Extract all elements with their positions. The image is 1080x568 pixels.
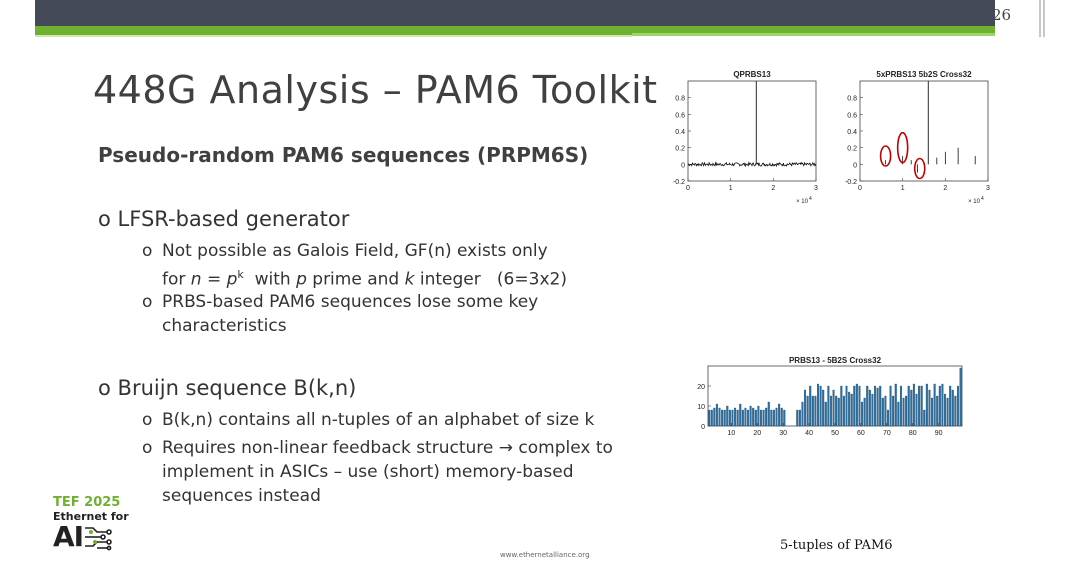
bar [895, 384, 897, 426]
bar [778, 404, 780, 426]
bar [817, 384, 819, 426]
bar [856, 384, 858, 426]
sub-bullet-text-cont: for $n = p^k$ with p prime and k integer (6=3x2) [162, 268, 567, 290]
x-tick-label: 50 [831, 430, 839, 437]
bar [796, 410, 798, 426]
bar [926, 384, 928, 426]
bar [955, 396, 957, 426]
sub-bullet-marker: o [142, 292, 153, 312]
bar [830, 396, 832, 426]
y-tick-label: 0.8 [847, 95, 857, 103]
top-bar [35, 0, 1045, 26]
bar [859, 386, 861, 426]
bar [934, 384, 936, 426]
y-tick-label: 10 [697, 404, 705, 411]
bar [898, 402, 900, 426]
bar [846, 386, 848, 426]
green-accent-bar-light [632, 33, 995, 36]
bar [887, 410, 889, 426]
bar [916, 394, 918, 426]
bar [752, 408, 754, 426]
tef-logo [53, 496, 129, 551]
x-tick-label: 20 [753, 430, 762, 437]
x-tick-label: 0 [686, 185, 690, 192]
x-multiplier-exp: 4 [809, 196, 812, 202]
bar [949, 386, 951, 426]
chart-title: PRBS13 - 5B2S Cross32 [788, 356, 882, 365]
bullet-text: Bruijn sequence B(k,n) [117, 376, 357, 400]
bar [802, 402, 804, 426]
bar [890, 386, 892, 426]
bar [944, 394, 946, 426]
y-tick-label: 0.2 [847, 145, 857, 153]
y-tick-label: 0.4 [675, 129, 685, 136]
bar [804, 390, 806, 426]
sub-bullet-galois [142, 239, 567, 292]
chart-title: QPRBS13 [733, 70, 771, 79]
bar [721, 410, 723, 426]
y-tick-label: 0.8 [675, 95, 685, 103]
bar [726, 406, 728, 426]
sub-bullet-marker: o [142, 410, 153, 430]
bar [734, 408, 736, 426]
x-tick-label: 80 [908, 430, 917, 437]
bar [843, 396, 845, 426]
chart-5xprbs13 [836, 66, 1000, 214]
bar [952, 390, 954, 426]
y-tick-label: -0.2 [844, 179, 857, 186]
bar [921, 386, 923, 426]
bar [724, 410, 726, 426]
figure-caption: 5-tuples of PAM6 [780, 538, 893, 553]
x-tick-label: 3 [814, 185, 818, 192]
bar [872, 394, 874, 426]
bar [809, 386, 811, 426]
sub-bullet-ntuples [142, 408, 594, 432]
bar [918, 386, 920, 426]
bar [716, 404, 718, 426]
bar [732, 410, 734, 426]
chart-title: 5xPRBS13 5b2S Cross32 [876, 70, 972, 79]
bar [923, 410, 925, 426]
bullet-text: LFSR-based generator [117, 207, 350, 231]
x-tick-label: 60 [857, 430, 865, 437]
bar [815, 396, 817, 426]
bar [939, 386, 941, 426]
chart-qprbs13 [664, 66, 824, 214]
bar [776, 408, 778, 426]
bar [768, 402, 770, 426]
sub-bullet-text-cont: characteristics [162, 316, 287, 336]
bar [957, 386, 959, 426]
logo-line3: AI [53, 520, 84, 553]
bar [833, 390, 835, 426]
x-tick-label: 0 [858, 185, 862, 192]
x-tick-label: 3 [986, 185, 990, 192]
bar [929, 390, 931, 426]
sub-bullet-text: B(k,n) contains all n-tuples of an alphabet of size k [162, 410, 595, 430]
y-tick-label: 0.6 [847, 112, 857, 120]
sub-bullet-marker: o [142, 438, 153, 458]
bar [851, 394, 853, 426]
bar [708, 410, 710, 426]
bar [729, 410, 731, 426]
x-tick-label: 2 [771, 185, 776, 192]
bar [760, 410, 762, 426]
logo-line2: Ethernet for [53, 510, 129, 523]
sub-bullet-text: PRBS-based PAM6 sequences lose some key [162, 292, 539, 312]
y-tick-label: 0 [701, 424, 705, 431]
sub-bullet-nonlinear [142, 436, 613, 508]
bar [936, 396, 938, 426]
bar [773, 410, 775, 426]
bar [905, 396, 907, 426]
bar [874, 386, 876, 426]
bar [771, 410, 773, 426]
sub-bullet-text-cont: sequences instead [162, 486, 321, 506]
bar [763, 410, 765, 426]
bar [742, 410, 744, 426]
bar [825, 402, 827, 426]
bar [900, 386, 902, 426]
bar [879, 386, 881, 426]
bar [838, 398, 840, 426]
bar [758, 406, 760, 426]
x-tick-label: 1 [728, 185, 733, 192]
bar [869, 390, 871, 426]
bar [711, 410, 713, 426]
bar [931, 398, 933, 426]
chart-prbs13-bar [688, 352, 974, 446]
bar [828, 386, 830, 426]
bar [750, 406, 752, 426]
bar [866, 386, 868, 426]
bar [892, 396, 894, 426]
x-tick-label: 30 [779, 430, 788, 437]
bar [765, 408, 767, 426]
bar [861, 402, 863, 426]
sub-bullet-prbs [142, 290, 538, 338]
bar [882, 398, 884, 426]
bar [747, 410, 749, 426]
bar [719, 408, 721, 426]
x-tick-label: 1 [900, 185, 905, 192]
bar [745, 408, 747, 426]
bar [848, 392, 850, 426]
bar [822, 390, 824, 426]
sub-bullet-text-cont: implement in ASICs – use (short) memory-based [162, 462, 574, 482]
bar [903, 398, 905, 426]
x-multiplier: × 10 [968, 199, 980, 205]
x-tick-label: 90 [934, 430, 943, 437]
y-tick-label: 0.6 [675, 112, 685, 120]
slide-number: 26 [992, 6, 1012, 24]
bar [737, 410, 739, 426]
bar [812, 396, 814, 426]
bar [820, 386, 822, 426]
bullet-lfsr [98, 207, 349, 231]
x-tick-label: 40 [805, 430, 813, 437]
bar [755, 410, 757, 426]
sub-bullet-text: Not possible as Galois Field, GF(n) exists only [162, 241, 548, 261]
bar [781, 408, 783, 426]
bar [942, 384, 944, 426]
bar [908, 386, 910, 426]
bar [910, 390, 912, 426]
x-tick-label: 2 [943, 185, 948, 192]
circuit-icon [83, 523, 113, 551]
slide-subtitle: Pseudo-random PAM6 sequences (PRPM6S) [98, 143, 589, 167]
bullet-marker: o [98, 376, 111, 400]
bar [960, 368, 962, 426]
y-tick-label: 0.4 [847, 129, 857, 136]
bullet-bruijn [98, 376, 356, 400]
y-tick-label: 20 [697, 384, 705, 391]
bar [713, 408, 715, 426]
y-tick-label: -0.2 [672, 179, 685, 186]
footer-url: www.ethernetalliance.org [500, 551, 590, 559]
sub-bullet-text: Requires non-linear feedback structure → complex to [162, 438, 613, 458]
x-multiplier-exp: 4 [981, 196, 984, 202]
bar [835, 396, 837, 426]
bar [885, 396, 887, 426]
bar [913, 384, 915, 426]
bar [840, 386, 842, 426]
bar [853, 386, 855, 426]
y-tick-label: 0.2 [675, 145, 685, 153]
bar [947, 398, 949, 426]
slide-title: 448G Analysis – PAM6 Toolkit [93, 68, 658, 112]
bar [877, 388, 879, 426]
green-accent-line [35, 35, 632, 37]
x-tick-label: 70 [882, 430, 891, 437]
bar [739, 404, 741, 426]
bullet-marker: o [98, 207, 111, 231]
bar [783, 410, 785, 426]
x-multiplier: × 10 [796, 199, 808, 205]
bar [799, 410, 801, 426]
sub-bullet-marker: o [142, 241, 153, 261]
logo-line1: TEF 2025 [53, 495, 121, 510]
y-tick-label: 0 [853, 162, 857, 170]
y-tick-label: 0 [681, 162, 685, 170]
bar [807, 396, 809, 426]
bar [864, 398, 866, 426]
x-tick-label: 10 [727, 430, 736, 437]
